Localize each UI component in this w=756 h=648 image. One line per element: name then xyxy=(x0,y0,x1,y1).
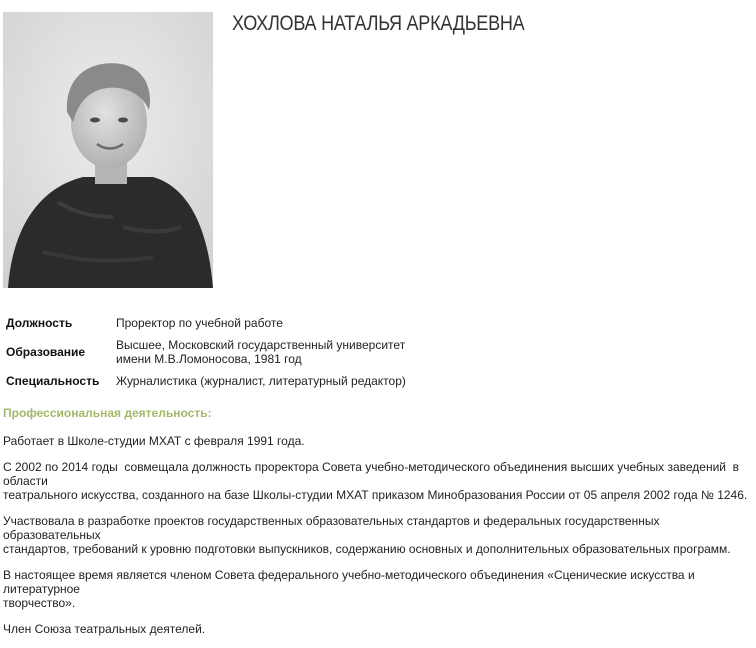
bio-text xyxy=(3,434,755,648)
info-value: Высшее, Московский государственный университет имени М.В.Ломоносова, 1981 год xyxy=(116,338,406,366)
bio-paragraph: Член Союза театральных деятелей. xyxy=(3,622,206,636)
bio-paragraph: С 2002 по 2014 годы совмещала должность проректора Совета учебно-методического объединения высших учебных заведений в области театрального искусства, созданного на базе Школы-студии МХАТ приказом Минобразования России от 05 апреля 2002 года № 1246. xyxy=(3,460,748,502)
bio-paragraph: Участвовала в разработке проектов государственных образовательных стандартов и федеральных государственных образовательных стандартов, требований к уровню подготовки выпускников, содержанию основных и дополнительных образовательных программ. xyxy=(3,514,731,556)
info-row-position xyxy=(0,312,412,334)
section-title: Профессиональная деятельность: xyxy=(3,406,212,420)
info-label: Образование xyxy=(6,345,86,359)
info-label: Специальность xyxy=(6,374,100,388)
info-table xyxy=(0,312,412,392)
info-label: Должность xyxy=(6,316,73,330)
portrait-image xyxy=(3,12,213,288)
info-value: Проректор по учебной работе xyxy=(116,316,283,330)
bio-paragraph: Работает в Школе-студии МХАТ с февраля 1991 года. xyxy=(3,434,305,448)
bio-paragraph: В настоящее время является членом Совета федерального учебно-методического объединения «Сценические искусства и литературное творчество». xyxy=(3,568,695,610)
person-name: ХОХЛОВА НАТАЛЬЯ АРКАДЬЕВНА xyxy=(232,12,525,35)
info-row-specialty xyxy=(0,370,412,392)
info-row-education xyxy=(0,334,412,370)
info-value: Журналистика (журналист, литературный редактор) xyxy=(116,374,406,388)
portrait-photo xyxy=(3,12,213,288)
